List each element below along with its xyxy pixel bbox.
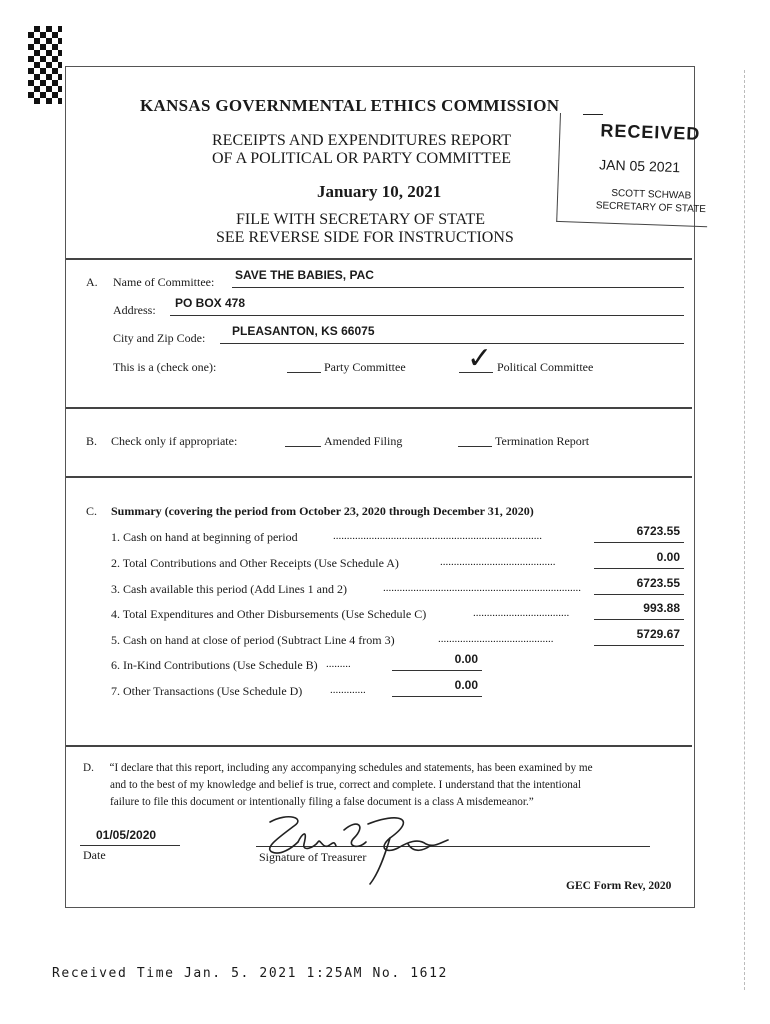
stamp-official-title: SECRETARY OF STATE (595, 200, 707, 216)
instructions-line: SEE REVERSE SIDE FOR INSTRUCTIONS (216, 229, 514, 246)
summary-line-2-underline (594, 568, 684, 569)
summary-line-7-value[interactable]: 0.00 (454, 678, 478, 692)
summary-line-6-value[interactable]: 0.00 (454, 652, 478, 666)
amended-filing-checkbox[interactable] (285, 446, 321, 447)
report-date: January 10, 2021 (317, 182, 442, 201)
agency-title: KANSAS GOVERNMENTAL ETHICS COMMISSION (140, 96, 560, 115)
summary-line-7-label: 7. Other Transactions (Use Schedule D) (111, 684, 303, 698)
stamp-official (596, 186, 707, 216)
divider-header (66, 258, 692, 260)
date-label: Date (83, 848, 106, 862)
scan-edge (744, 70, 745, 990)
summary-line-2-value[interactable]: 0.00 (656, 550, 680, 564)
date-value[interactable]: 01/05/2020 (96, 828, 157, 842)
committee-name-line (232, 287, 684, 288)
section-b-letter: B. (86, 434, 98, 448)
address-value[interactable]: PO BOX 478 (175, 296, 246, 310)
summary-line-1-value[interactable]: 6723.55 (636, 524, 680, 538)
report-title-line2: OF A POLITICAL OR PARTY COMMITTEE (212, 150, 512, 167)
city-zip-label: City and Zip Code: (113, 331, 206, 345)
summary-line-7-underline (392, 696, 482, 697)
summary-line-4-label: 4. Total Expenditures and Other Disbursements (Use Schedule C) (111, 607, 427, 621)
address-line (170, 315, 684, 316)
leader-dots: ............................................................................ (333, 530, 542, 542)
summary-line-1-label: 1. Cash on hand at beginning of period (111, 530, 298, 544)
declaration-first-line (83, 760, 683, 777)
committee-type-label: This is a (check one): (113, 360, 217, 374)
form-revision: GEC Form Rev, 2020 (566, 880, 672, 892)
termination-report-checkbox[interactable] (458, 446, 492, 447)
city-zip-value[interactable]: PLEASANTON, KS 66075 (232, 324, 375, 338)
leader-dots: ........................................................................ (383, 582, 581, 594)
divider-b-c (66, 476, 692, 478)
committee-name-value[interactable]: SAVE THE BABIES, PAC (235, 268, 374, 282)
declaration-line-1: “I declare that this report, including any accompanying schedules and statements, has been examined by me (109, 762, 593, 774)
summary-heading: Summary (covering the period from October 23, 2020 through December 31, 2020) (111, 504, 534, 518)
summary-line-2-label: 2. Total Contributions and Other Receipts (Use Schedule A) (111, 556, 399, 570)
section-c-letter: C. (86, 504, 98, 518)
summary-line-3-underline (594, 594, 684, 595)
summary-line-4-underline (594, 619, 684, 620)
divider-c-d (66, 745, 692, 747)
declaration-line-3: failure to file this document or intentionally filing a false document is a class A misdemeanor.” (110, 796, 534, 808)
declaration (83, 760, 683, 811)
summary-line-6-underline (392, 670, 482, 671)
summary-line-5-label: 5. Cash on hand at close of period (Subtract Line 4 from 3) (111, 633, 395, 647)
treasurer-signature[interactable] (258, 808, 458, 888)
file-with-line: FILE WITH SECRETARY OF STATE (236, 211, 485, 228)
party-committee-label: Party Committee (324, 360, 406, 374)
report-title-line1: RECEIPTS AND EXPENDITURES REPORT (212, 132, 512, 149)
declaration-line-2: and to the best of my knowledge and belief is true, correct and complete. I understand that the intentional (110, 779, 581, 791)
stamp-official-name: SCOTT SCHWAB (611, 187, 692, 202)
amended-filing-label: Amended Filing (324, 434, 403, 448)
stamp-status: RECEIVED (600, 120, 701, 144)
summary-line-1-underline (594, 542, 684, 543)
signature-label: Signature of Treasurer (259, 850, 367, 864)
city-zip-line (220, 343, 684, 344)
leader-dots: ......... (326, 658, 351, 670)
committee-name-label: Name of Committee: (113, 275, 215, 289)
fax-registration-mark (28, 26, 62, 104)
section-d-letter: D. (83, 762, 94, 774)
check-mark-icon: ✓ (467, 342, 493, 375)
date-line (80, 845, 180, 846)
leader-dots: .......................................... (440, 556, 556, 568)
leader-dots: ............. (330, 684, 366, 696)
summary-line-6-label: 6. In-Kind Contributions (Use Schedule B) (111, 658, 318, 672)
summary-line-3-value[interactable]: 6723.55 (636, 576, 680, 590)
stamp-date: JAN 05 2021 (598, 156, 681, 176)
summary-line-5-value[interactable]: 5729.67 (636, 627, 680, 641)
summary-line-5-underline (594, 645, 684, 646)
termination-report-label: Termination Report (495, 434, 590, 448)
political-committee-label: Political Committee (497, 360, 594, 374)
section-a-letter: A. (86, 275, 98, 289)
summary-line-3-label: 3. Cash available this period (Add Lines 1 and 2) (111, 582, 347, 596)
party-committee-checkbox[interactable] (287, 372, 321, 373)
check-if-appropriate-label: Check only if appropriate: (111, 434, 238, 448)
received-stamp (556, 113, 711, 227)
fax-received-footer: Received Time Jan. 5. 2021 1:25AM No. 1612 (52, 966, 448, 981)
divider-a-b (66, 407, 692, 409)
address-label: Address: (113, 303, 156, 317)
leader-dots: ................................... (473, 607, 570, 619)
summary-line-4-value[interactable]: 993.88 (643, 601, 680, 615)
leader-dots: .......................................... (438, 633, 554, 645)
